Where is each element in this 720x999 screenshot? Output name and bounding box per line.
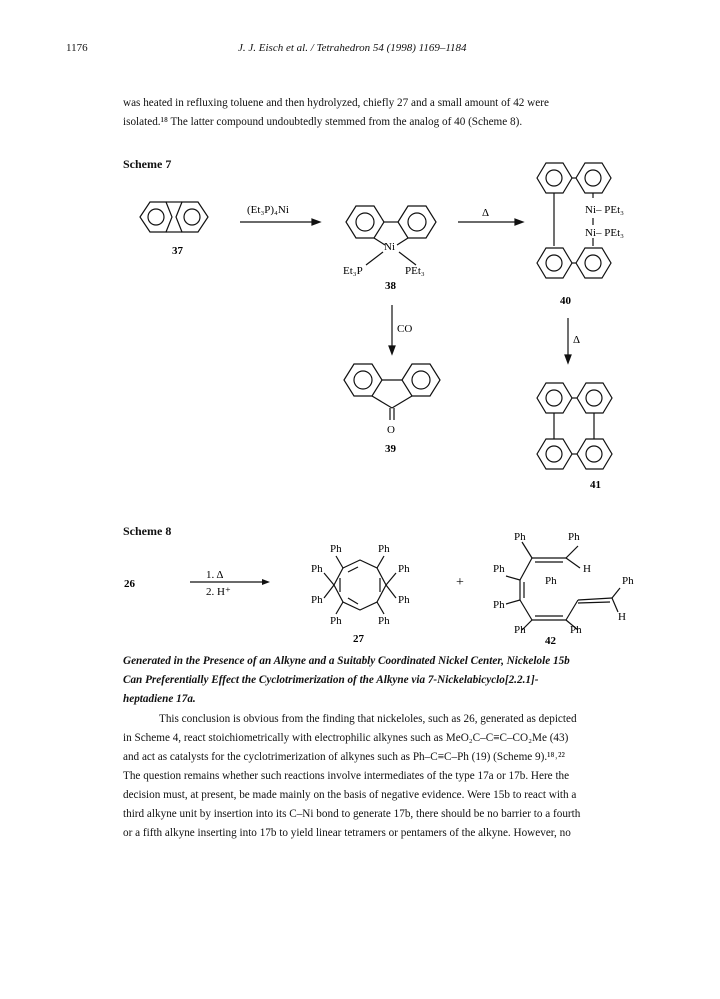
label-27: 27	[353, 633, 364, 645]
body-line-5: decision must, at present, be made mainly on the basis of negative evidence. Were 15b to react with a	[123, 789, 577, 801]
label-41: 41	[590, 479, 601, 491]
h-42-1: H	[583, 563, 591, 575]
heading-line-3: heptadiene 17a.	[123, 693, 196, 705]
ph-42-2: Ph	[568, 531, 580, 543]
ph-42-6: Ph	[493, 599, 505, 611]
scheme8-step-1: 1. Δ	[206, 569, 224, 581]
intro-line-1: was heated in refluxing toluene and then hydrolyzed, chiefly 27 and a small amount of 42 were	[123, 97, 549, 109]
heading-line-1: Generated in the Presence of an Alkyne and a Suitably Coordinated Nickel Center, Nickelole 15b	[123, 655, 570, 667]
body-line-1: This conclusion is obvious from the finding that nickeloles, such as 26, generated as depicted	[159, 713, 577, 725]
compound-40-structure	[537, 163, 611, 278]
compound-39-structure	[344, 364, 440, 420]
label-40: 40	[560, 295, 571, 307]
body-paragraph	[123, 710, 663, 843]
ph-42-5: Ph	[622, 575, 634, 587]
label-42: 42	[545, 635, 556, 647]
heading-line-2: Can Preferentially Effect the Cyclotrimerization of the Alkyne via 7-Nickelabicyclo[2.2.1]-	[123, 674, 539, 686]
body-line-7: or a fifth alkyne inserting into 17b to yield linear tetramers or pentamers of the alkyne. However, no	[123, 827, 571, 839]
section-heading	[123, 652, 663, 709]
ph-27-2: Ph	[378, 543, 390, 555]
ni-pet3-top-40: Ni– PEt₃	[585, 204, 624, 216]
compound-37-structure	[140, 202, 208, 232]
ph-42-4: Ph	[545, 575, 557, 587]
compound-41-structure	[537, 383, 612, 469]
ph-27-3: Ph	[311, 563, 323, 575]
reagent-et3p4ni: (Et₃P)₄Ni	[247, 204, 289, 216]
compound-27-structure	[324, 556, 396, 614]
ph-42-3: Ph	[493, 563, 505, 575]
ni-atom-38: Ni	[384, 241, 395, 253]
reagent-co: CO	[397, 323, 413, 335]
scheme8-figure	[0, 520, 720, 650]
page-number: 1176	[66, 42, 88, 54]
plus-sign: +	[456, 575, 464, 590]
ph-27-7: Ph	[330, 615, 342, 627]
scheme8-label: Scheme 8	[123, 524, 172, 538]
body-line-4: The question remains whether such reactions involve intermediates of the type 17a or 17b. Here the	[123, 770, 570, 782]
ph-27-5: Ph	[311, 594, 323, 606]
label-37: 37	[172, 245, 183, 257]
h-42-2: H	[618, 611, 626, 623]
scheme7-label: Scheme 7	[123, 157, 172, 171]
et3p-left-38: Et₃P	[343, 265, 363, 277]
ni-pet3-bottom-40: Ni– PEt₃	[585, 227, 624, 239]
ph-42-7: Ph	[514, 624, 526, 636]
label-39: 39	[385, 443, 396, 455]
ph-27-4: Ph	[398, 563, 410, 575]
ph-27-6: Ph	[398, 594, 410, 606]
ph-27-8: Ph	[378, 615, 390, 627]
body-line-3: and act as catalysts for the cyclotrimerization of alkynes such as Ph–C≡C–Ph (19) (Scheme 9).¹⁸˒²²	[123, 751, 565, 763]
pet3-right-38: PEt₃	[405, 265, 425, 277]
reagent-heat-2: Δ	[573, 334, 581, 346]
scheme8-step-2: 2. H⁺	[206, 586, 231, 598]
oxygen-39: O	[387, 424, 395, 436]
reagent-heat-1: Δ	[482, 207, 490, 219]
compound-38-structure	[346, 206, 436, 265]
ph-42-1: Ph	[514, 531, 526, 543]
intro-line-2: isolated.¹⁸ The latter compound undoubtedly stemmed from the analog of 40 (Scheme 8).	[123, 116, 523, 128]
body-line-6: third alkyne unit by insertion into its C–Ni bond to generate 17b, there should be no barrier to a fourth	[123, 808, 581, 820]
ph-42-8: Ph	[570, 624, 582, 636]
compound-26: 26	[124, 578, 135, 590]
running-title: J. J. Eisch et al. / Tetrahedron 54 (1998) 1169–1184	[238, 42, 467, 54]
label-38: 38	[385, 280, 396, 292]
ph-27-1: Ph	[330, 543, 342, 555]
body-line-2: in Scheme 4, react stoichiometrically with electrophilic alkynes such as MeO₂C–C≡C–CO₂Me (43)	[123, 732, 569, 744]
compound-42-structure	[506, 542, 620, 630]
